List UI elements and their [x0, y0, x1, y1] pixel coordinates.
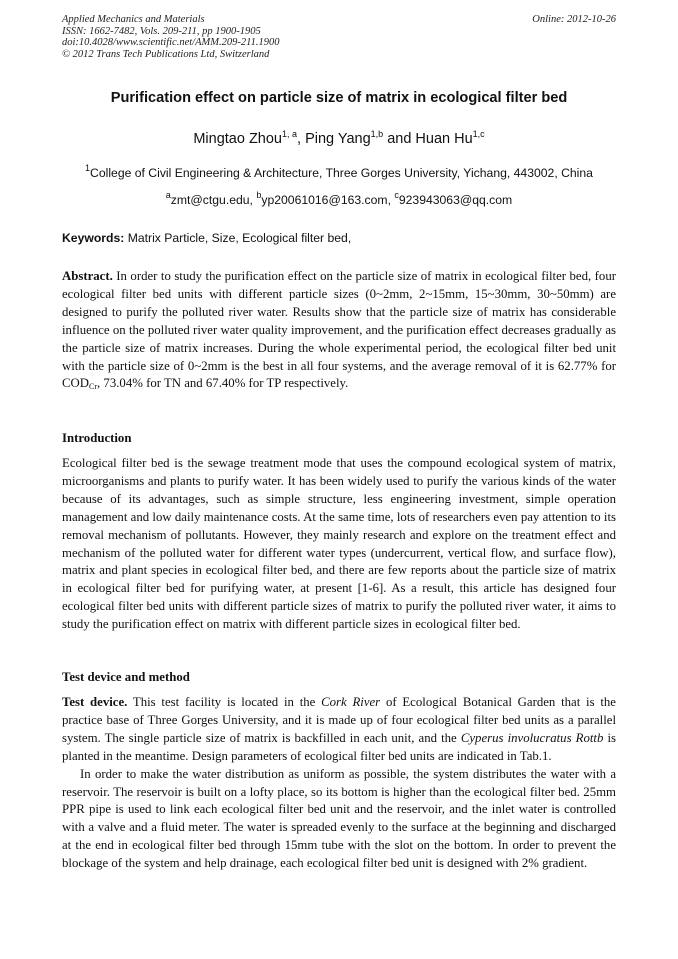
online-date: Online: 2012-10-26	[532, 14, 616, 25]
abstract-subscript: Cr	[89, 382, 98, 392]
author-affil-mark: 1,c	[472, 129, 485, 139]
doi-line: doi:10.4028/www.scientific.net/AMM.209-211.1900	[62, 37, 280, 49]
abstract-text-end: , 73.04% for TN and 67.40% for TP respectively.	[97, 376, 349, 391]
email-link[interactable]: 923943063@qq.com	[398, 193, 513, 207]
introduction-paragraph	[62, 455, 616, 634]
copyright-line: © 2012 Trans Tech Publications Ltd, Switzerland	[62, 48, 270, 60]
method-text: This test facility is located in the	[127, 695, 322, 709]
section-heading-method: Test device and method	[62, 670, 190, 684]
paper-title: Purification effect on particle size of matrix in ecological filter bed	[110, 90, 568, 106]
plant-species: Cyperus involucratus Rottb	[460, 730, 604, 745]
method-section	[62, 694, 616, 873]
author-separator: and	[383, 131, 416, 147]
author-name: Ping Yang	[305, 131, 371, 147]
abstract-label: Abstract.	[62, 269, 113, 283]
email-list	[62, 190, 616, 207]
author-separator: ,	[297, 131, 306, 147]
method-paragraph-1	[62, 694, 616, 766]
journal-name: Applied Mechanics and Materials	[62, 14, 205, 25]
author-list	[62, 131, 616, 147]
method-text: of Ecological Botanical Garden that is the practice base of Three Gorges University, and it is made up of four ecological filter bed units as a parallel system. The single particle size of matrix is backfilled in each unit, and the	[62, 695, 616, 745]
keywords	[62, 231, 616, 245]
email-link[interactable]: zmt@ctgu.edu,	[170, 193, 257, 207]
email-link[interactable]: yp20061016@163.com,	[261, 193, 395, 207]
section-heading-introduction: Introduction	[62, 431, 132, 445]
affiliation-text: College of Civil Engineering & Architecture, Three Gorges University, Yichang, 443002, China	[90, 166, 593, 180]
email-mark: b	[256, 190, 262, 200]
affiliation	[62, 163, 616, 180]
journal-header	[62, 14, 616, 60]
introduction-text: Ecological filter bed is the sewage treatment mode that uses the compound ecological system of matrix, microorganisms and plants to purify water. It has been widely used to purify the various kinds of the water because of its advantages, such as simple structure, less engineering investment, simple operation management and low daily maintenance costs. At the same time, lots of researchers even pay attention to its removal mechanism of pollutants. However, they mainly research and explore on the treatment effect and mechanism of the polluted water for different water types (undercurrent, vertical flow, and surface flow), matrix and plant species in ecological filter bed, and there are few reports about the particle size of matrix in ecological filter bed for purifying water, at present [1-6]. As a result, this article has designed four ecological filter bed units with different particle sizes of matrix to purify the polluted river water, it aims to study the purification effect on matrix with different particle sizes in ecological filter bed.	[62, 456, 616, 632]
method-text: is planted in the meantime. Design parameters of ecological filter bed units are indicated in Tab.1.	[62, 730, 616, 763]
place-name: Cork River	[321, 695, 381, 709]
abstract-text: In order to study the purification effect on the particle size of matrix in ecological filter bed, four ecological filter bed units with different particle sizes (0~2mm, 2~15mm, 15~30mm, 30~50mm) are designed to purify the polluted river water. Results show that the particle size of matrix has considerable influence on the polluted river water quality improvement, and the purification effect decreases gradually as the particle size of matrix increases. During the whole experimental period, the ecological filter bed unit with the particle size of 0~2mm is the best in all four systems, and the average removal of it is 62.77% for COD	[62, 269, 616, 391]
abstract	[62, 268, 616, 393]
keywords-label: Keywords:	[62, 231, 125, 245]
method-paragraph-2: In order to make the water distribution as uniform as possible, the system distributes the water with a reservoir. The reservoir is built on a lofty place, so its bottom is higher than the ecological filter bed. 25mm PPR pipe is used to link each ecological filter bed unit and the reservoir, and the inlet water is controlled with a valve and a fluid meter. The water is spreaded evenly to the surface at the beginning and discharged at the end in ecological filter bed through 15mm tube with the slot on the bottom. In order to prevent the blockage of the system and help drainage, each ecological filter bed unit is designed with 2% gradient.	[62, 766, 616, 871]
email-mark: c	[394, 190, 399, 200]
author-affil-mark: 1, a	[282, 129, 298, 139]
keywords-text: Matrix Particle, Size, Ecological filter bed,	[124, 231, 352, 245]
issn-line: ISSN: 1662-7482, Vols. 209-211, pp 1900-1905	[62, 25, 261, 37]
author-name: Huan Hu	[415, 131, 473, 147]
email-mark: a	[165, 190, 171, 200]
author-affil-mark: 1,b	[370, 129, 384, 139]
affiliation-mark: 1	[85, 163, 91, 173]
author-name: Mingtao Zhou	[193, 131, 282, 147]
test-device-label: Test device.	[62, 695, 128, 709]
